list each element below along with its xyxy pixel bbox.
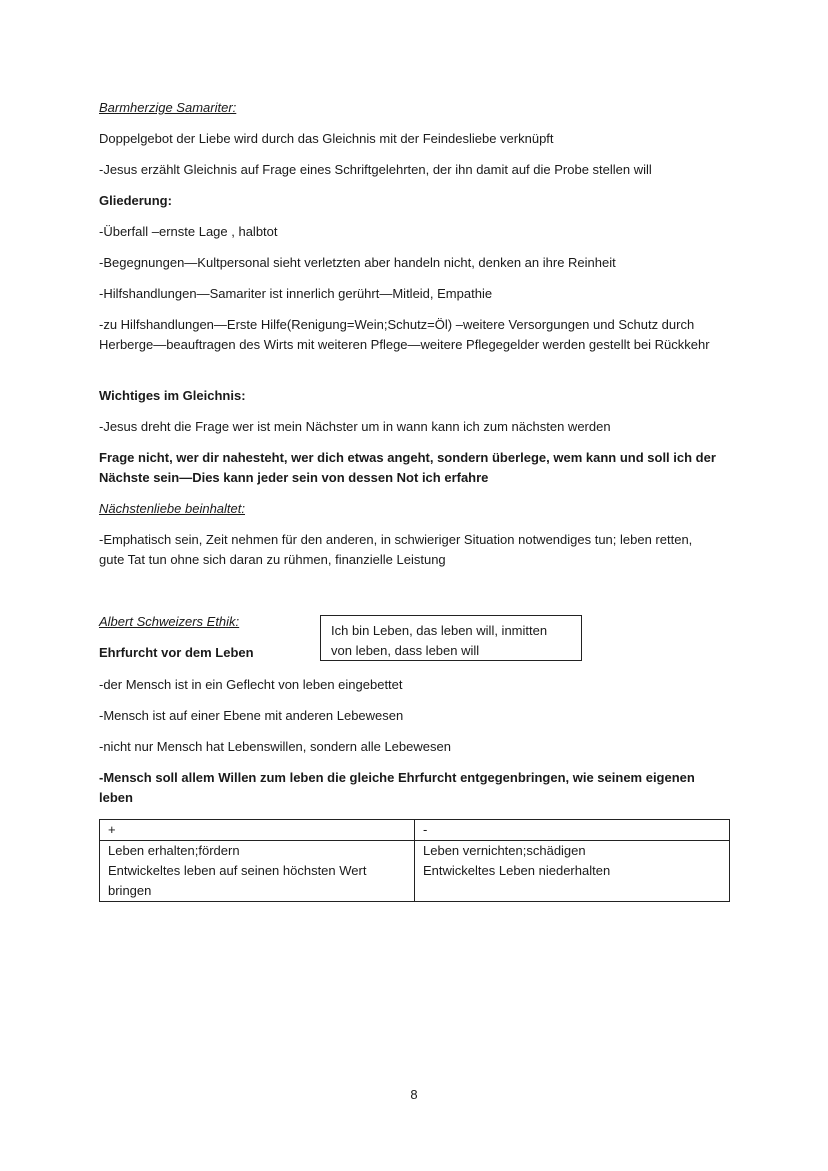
table-cell-minus — [415, 841, 730, 902]
quote-line: von leben, dass leben will — [331, 643, 480, 658]
list-item: -nicht nur Mensch hat Lebenswillen, sondern alle Lebewesen — [99, 739, 451, 754]
table-cell-plus — [100, 841, 415, 902]
paragraph: -Jesus erzählt Gleichnis auf Frage eines Schriftgelehrten, der ihn damit auf die Probe stellen will — [99, 162, 652, 177]
list-item: -Begegnungen—Kultpersonal sieht verletzten aber handeln nicht, denken an ihre Reinheit — [99, 255, 616, 270]
list-item: -Überfall –ernste Lage , halbtot — [99, 224, 278, 239]
cell-text: Leben erhalten;fördern — [108, 843, 240, 858]
list-item: -der Mensch ist in ein Geflecht von leben eingebettet — [99, 677, 403, 692]
naechstenliebe-heading: Nächstenliebe beinhaltet: — [99, 501, 245, 516]
schweitzer-subheading: Ehrfurcht vor dem Leben — [99, 645, 254, 660]
emphasis-paragraph: Frage nicht, wer dir nahesteht, wer dich etwas angeht, sondern überlege, wem kann und soll ich der Nächste sein—Dies kann jeder sein von dessen Not ich erfahre — [99, 450, 716, 485]
wichtiges-heading: Wichtiges im Gleichnis: — [99, 388, 246, 403]
list-item: -Hilfshandlungen—Samariter ist innerlich gerührt—Mitleid, Empathie — [99, 286, 493, 301]
gliederung-heading: Gliederung: — [99, 193, 172, 208]
table-header-minus: - — [415, 820, 730, 841]
table-row — [100, 841, 730, 902]
cell-text: Leben vernichten;schädigen — [423, 843, 586, 858]
plus-minus-table — [99, 819, 730, 902]
paragraph: -Jesus dreht die Frage wer ist mein Nächster um in wann kann ich zum nächsten werden — [99, 419, 611, 434]
paragraph: -Emphatisch sein, Zeit nehmen für den anderen, in schwieriger Situation notwendiges tun; leben retten, gute Tat tun ohne sich daran zu rühmen, finanzielle Leistung — [99, 532, 693, 567]
table-header-row — [100, 820, 730, 841]
cell-text: Entwickeltes Leben niederhalten — [423, 863, 611, 878]
list-item: -Mensch ist auf einer Ebene mit anderen Lebewesen — [99, 708, 404, 723]
quote-line: Ich bin Leben, das leben will, inmitten — [331, 623, 548, 638]
schweitzer-heading: Albert Schweizers Ethik: — [99, 614, 240, 629]
page-number: 8 — [410, 1087, 418, 1102]
samariter-heading: Barmherzige Samariter: — [99, 100, 237, 115]
list-item: -zu Hilfshandlungen—Erste Hilfe(Renigung=Wein;Schutz=Öl) –weitere Versorgungen und Schutz durch Herberge—beauftragen des Wirts mit weiteren Pflege—weitere Pflegegelder werden gestellt bei Rückkehr — [99, 317, 710, 352]
quote-box — [320, 615, 582, 661]
cell-text: Entwickeltes leben auf seinen höchsten Wert bringen — [108, 863, 367, 898]
table-header-plus: + — [100, 820, 415, 841]
paragraph: Doppelgebot der Liebe wird durch das Gleichnis mit der Feindesliebe verknüpft — [99, 131, 554, 146]
emphasis-paragraph: -Mensch soll allem Willen zum leben die gleiche Ehrfurcht entgegenbringen, wie seinem eigenen leben — [99, 770, 695, 805]
